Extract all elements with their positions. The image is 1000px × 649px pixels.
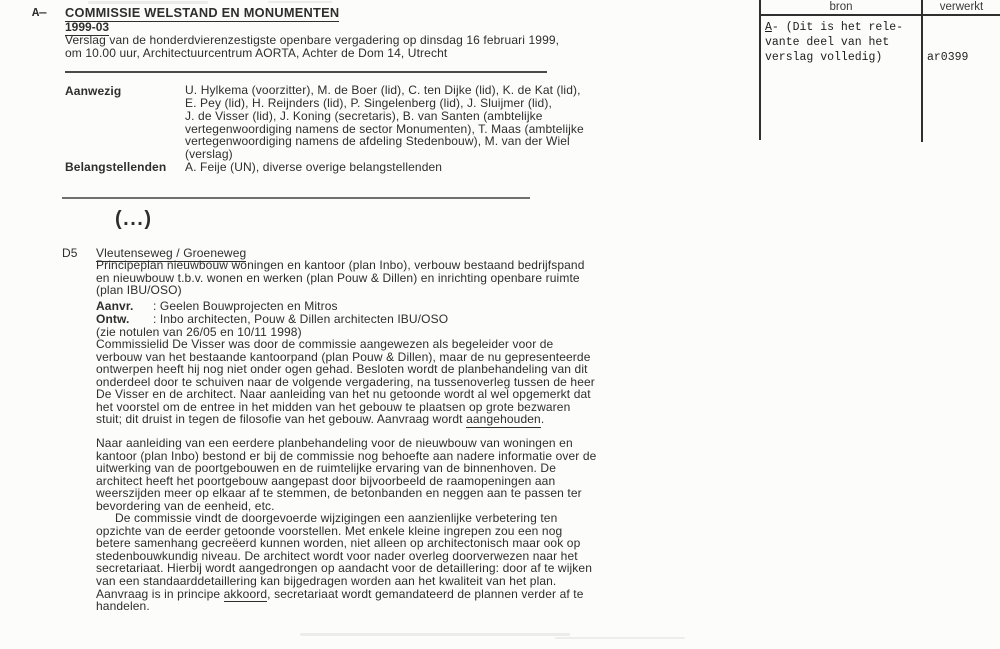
scan-artifact [268, 1, 332, 3]
horizontal-rule [62, 197, 530, 199]
attendee-line: (verslag) [185, 147, 233, 162]
belangstellenden-label: Belangstellenden [65, 160, 167, 174]
note-underlined-letter: A [765, 21, 772, 34]
belangstellenden-text: A. Feije (UN), diverse overige belangstellenden [185, 160, 443, 174]
stamp-table-divider [921, 0, 923, 142]
scan-artifact [300, 633, 570, 636]
decision-akkoord: akkoord [223, 586, 268, 601]
ontw-label: Ontw. [96, 312, 130, 326]
aanwezig-label: Aanwezig [65, 84, 122, 98]
aanvr-value: : Geelen Bouwprojecten en Mitros [153, 299, 338, 313]
scan-artifact [88, 1, 208, 4]
typewritten-note-line: A- (Dit is het rele- [765, 21, 904, 34]
minutes-paragraph-2: Naar aanleiding van een eerdere planbehandeling voor de nieuwbouw van woningen en kantoor (plan Inbo) bestond er bij de commissie nog behoefte aan nadere informatie over de uitwerking van de poortgebouwen en de ruimtelijke ervaring van de binnenhoven. De architect heeft het poortgebouw aangepast door bijvoorbeeld de raamopeningen aan weerszijden meer op elkaar af te stemmen, de betonbanden en neggen aan te passen ter bevordering van de eenheid, etc. De commissie vindt de doorgevoerde wijzigingen een aanzienlijke verbetering ten opzichte van de eerder getoonde voorstellen. Met enkele kleine ingrepen zou een nog betere samenhang gecreëerd kunnen worden, niet alleen op architectonisch maar ook op stedenbouwkundig niveau. De architect wordt voor nader overleg doorverwezen naar het secretariaat. Hierbij wordt aangedrongen op aandacht voor de detaillering: door af te wijken van een standaarddetaillering kan bijgedragen worden aan het kwaliteit van het plan. Aanvraag is in principe akkoord, secretariaat wordt gemandateerd de plannen verder af te handelen. [96, 436, 597, 614]
document-number: 1999-03 [65, 20, 110, 34]
minutes-paragraph-1: Commissielid De Visser was door de commissie aangewezen als begeleider voor de verbouw van het bestaande kantoorpand (plan Pouw & Dillen), maar de nu gepresenteerde ontwerpen heeft hij nog niet onder ogen gehad. Besloten wordt de planbehandeling van dit onderdeel door te schuiven naar de volgende vergadering, na tussenoverleg tussen de heer De Visser en de architect. Naar aanleiding van het nu getoonde wordt al wel opgemerkt dat het voorstel om de entree in het midden van het gebouw te plaatsen op grote bezwaren stuit; dit druist in tegen de filosofie van het gebouw. Aanvraag wordt aangehouden. [96, 337, 595, 427]
aanvr-row [96, 299, 338, 313]
omission-mark: (...) [115, 208, 153, 230]
attendee-list [185, 84, 584, 161]
stamp-column-bron: bron [829, 1, 853, 13]
stamp-table-left-border [759, 0, 761, 140]
ontw-row [96, 312, 448, 326]
scan-artifact [555, 637, 685, 639]
stamp-table-header-rule [759, 14, 1000, 16]
attendee-line: J. de Visser (lid), J. Koning (secretaris), B. van Santen (ambtelijke [185, 108, 543, 123]
attendee-line: vertegenwoordiging namens de afdeling Stedenbouw), M. van der Wiel [185, 134, 570, 149]
stamp-column-verwerkt: verwerkt [939, 1, 984, 13]
attendee-line: E. Pey (lid), H. Reijnders (lid), P. Singelenberg (lid), J. Sluijmer (lid), [185, 95, 552, 110]
horizontal-rule [65, 71, 547, 73]
decision-aangehouden: aangehouden [466, 412, 541, 427]
agenda-item-heading: Vleutenseweg / Groeneweg [96, 246, 247, 260]
margin-mark: A— [32, 6, 47, 20]
reference-note: (zie notulen van 26/05 en 10/11 1998) [96, 325, 302, 339]
attendee-line: U. Hylkema (voorzitter), M. de Boer (lid), C. ten Dijke (lid), K. de Kat (lid), [185, 83, 581, 97]
agenda-item-code: D5 [62, 246, 78, 260]
ontw-value: : Inbo architecten, Pouw & Dillen architecten IBU/OSO [153, 312, 449, 326]
typewritten-note-line: vante deel van het [765, 36, 890, 49]
archive-code: ar0399 [927, 51, 969, 64]
agenda-item-description: Principeplan nieuwbouw woningen en kantoor (plan Inbo), verbouw bestaand bedrijfspand en nieuwbouw t.b.v. wonen en werken (plan Pouw & Dillen) en inrichting openbare ruimte (plan IBU/OSO) [96, 258, 585, 298]
meeting-intro-line: Verslag van de honderdvierenzestigste openbare vergadering op dinsdag 16 februari 1999, [65, 33, 560, 47]
typewritten-note [765, 20, 903, 65]
meeting-intro-line: om 10.00 uur, Architectuurcentrum AORTA, Achter de Dom 14, Utrecht [65, 46, 448, 60]
document-title: COMMISSIE WELSTAND EN MONUMENTEN [65, 5, 340, 20]
attendee-line: vertegenwoordiging namens de sector Monumenten), T. Maas (ambtelijke [185, 121, 584, 136]
aanvr-label: Aanvr. [96, 299, 134, 313]
typewritten-note-line: verslag volledig) [765, 51, 883, 64]
